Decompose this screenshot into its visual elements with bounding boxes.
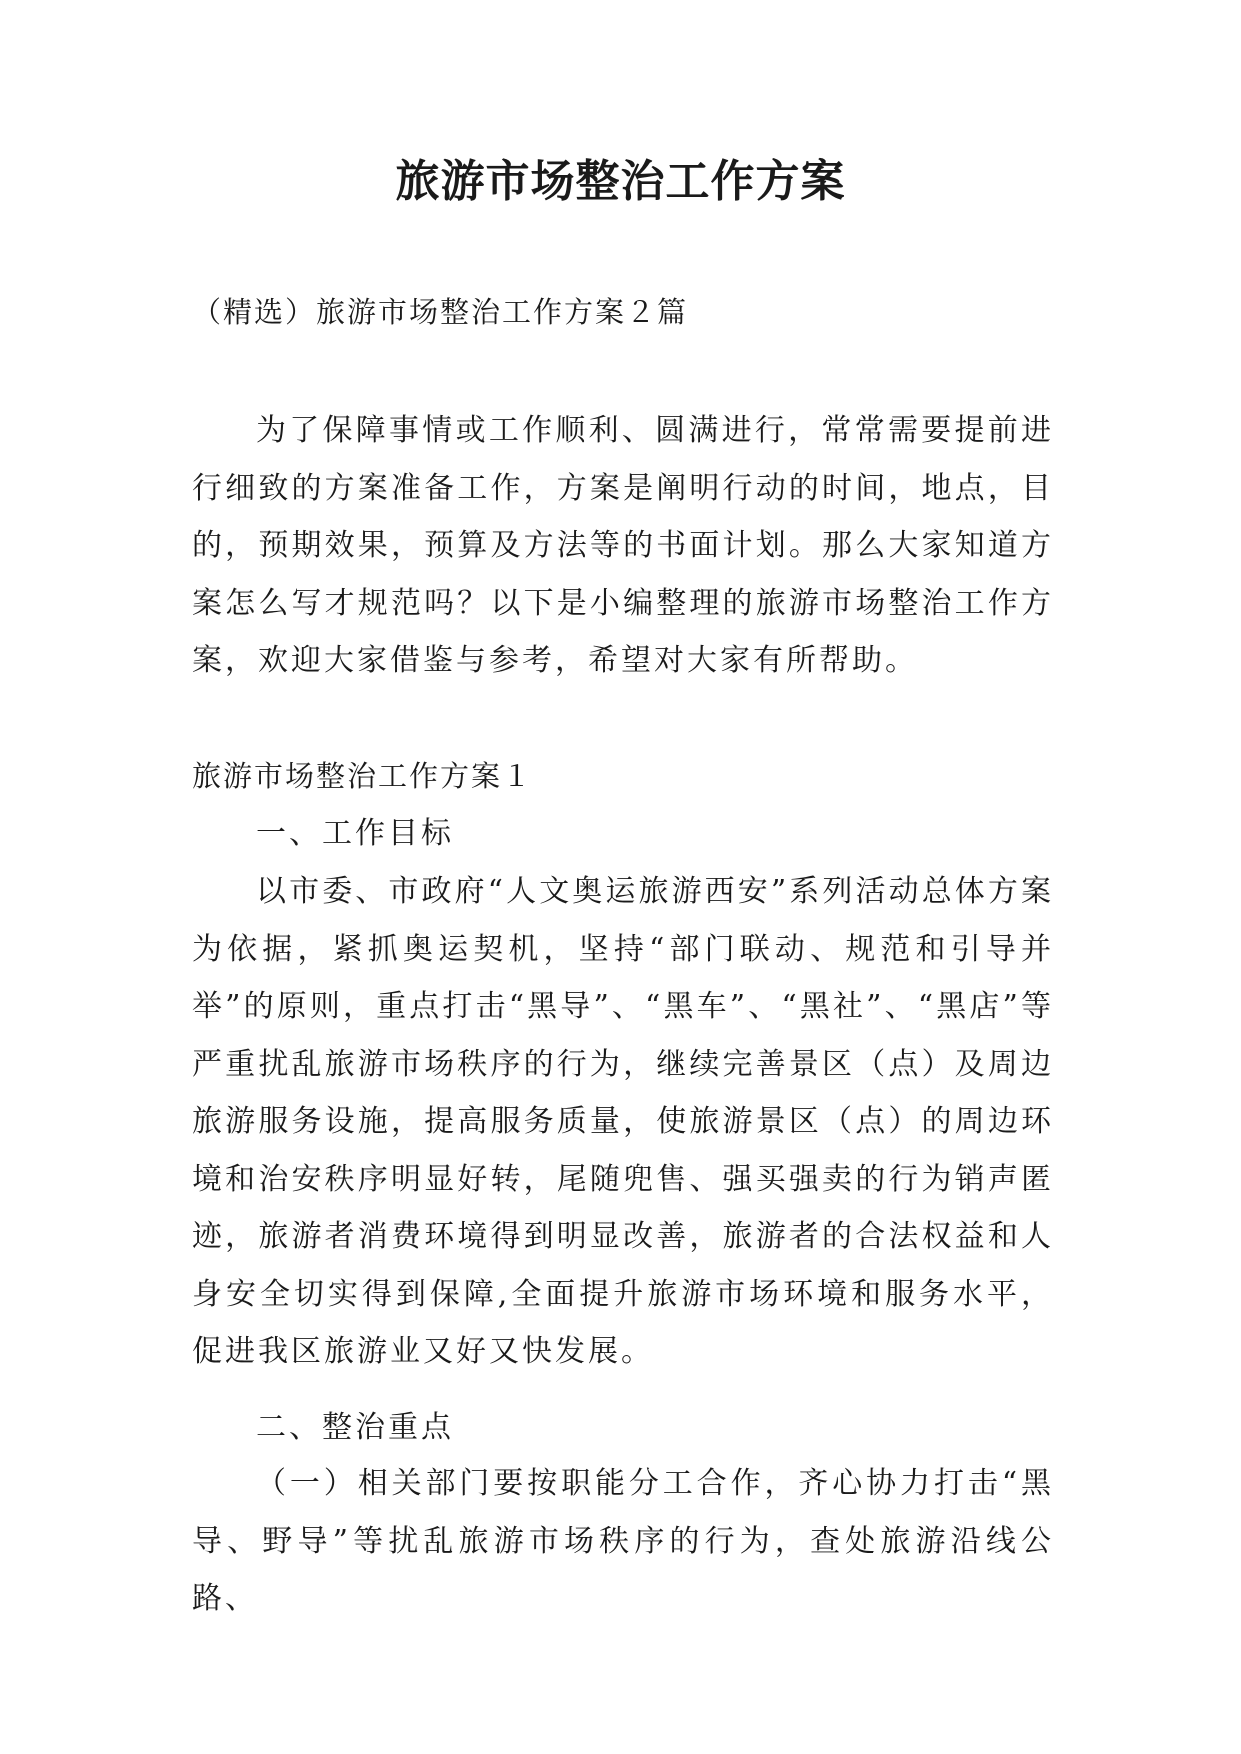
heading-work-goal: 一、工作目标: [256, 816, 454, 851]
document-title: 旅游市场整治工作方案: [395, 156, 846, 207]
heading-key-points: 二、整治重点: [256, 1410, 454, 1445]
paragraph-key-points: （一）相关部门要按职能分工合作，齐心协力打击“黑导、野导”等扰乱旅游市场秩序的行为，查处旅游沿线公路、: [192, 1466, 1054, 1616]
intro-paragraph: 为了保障事情或工作顺利、圆满进行，常常需要提前进行细致的方案准备工作，方案是阐明行动的时间，地点，目的，预期效果，预算及方法等的书面计划。那么大家知道方案怎么写才规范吗？以下是小编整理的旅游市场整治工作方案，欢迎大家借鉴与参考，希望对大家有所帮助。: [192, 413, 1054, 678]
section-title: 旅游市场整治工作方案１: [192, 759, 534, 793]
document-subtitle: （精选）旅游市场整治工作方案２篇: [192, 295, 689, 329]
paragraph-work-goal: 以市委、市政府“人文奥运旅游西安”系列活动总体方案为依据，紧抓奥运契机，坚持“部门联动、规范和引导并举”的原则，重点打击“黑导”、“黑车”、“黑社”、“黑店”等严重扰乱旅游市场秩序的行为，继续完善景区（点）及周边旅游服务设施，提高服务质量，使旅游景区（点）的周边环境和治安秩序明显好转，尾随兜售、强买强卖的行为销声匿迹，旅游者消费环境得到明显改善，旅游者的合法权益和人身安全切实得到保障,全面提升旅游市场环境和服务水平，促进我区旅游业又好又快发展。: [192, 874, 1054, 1369]
